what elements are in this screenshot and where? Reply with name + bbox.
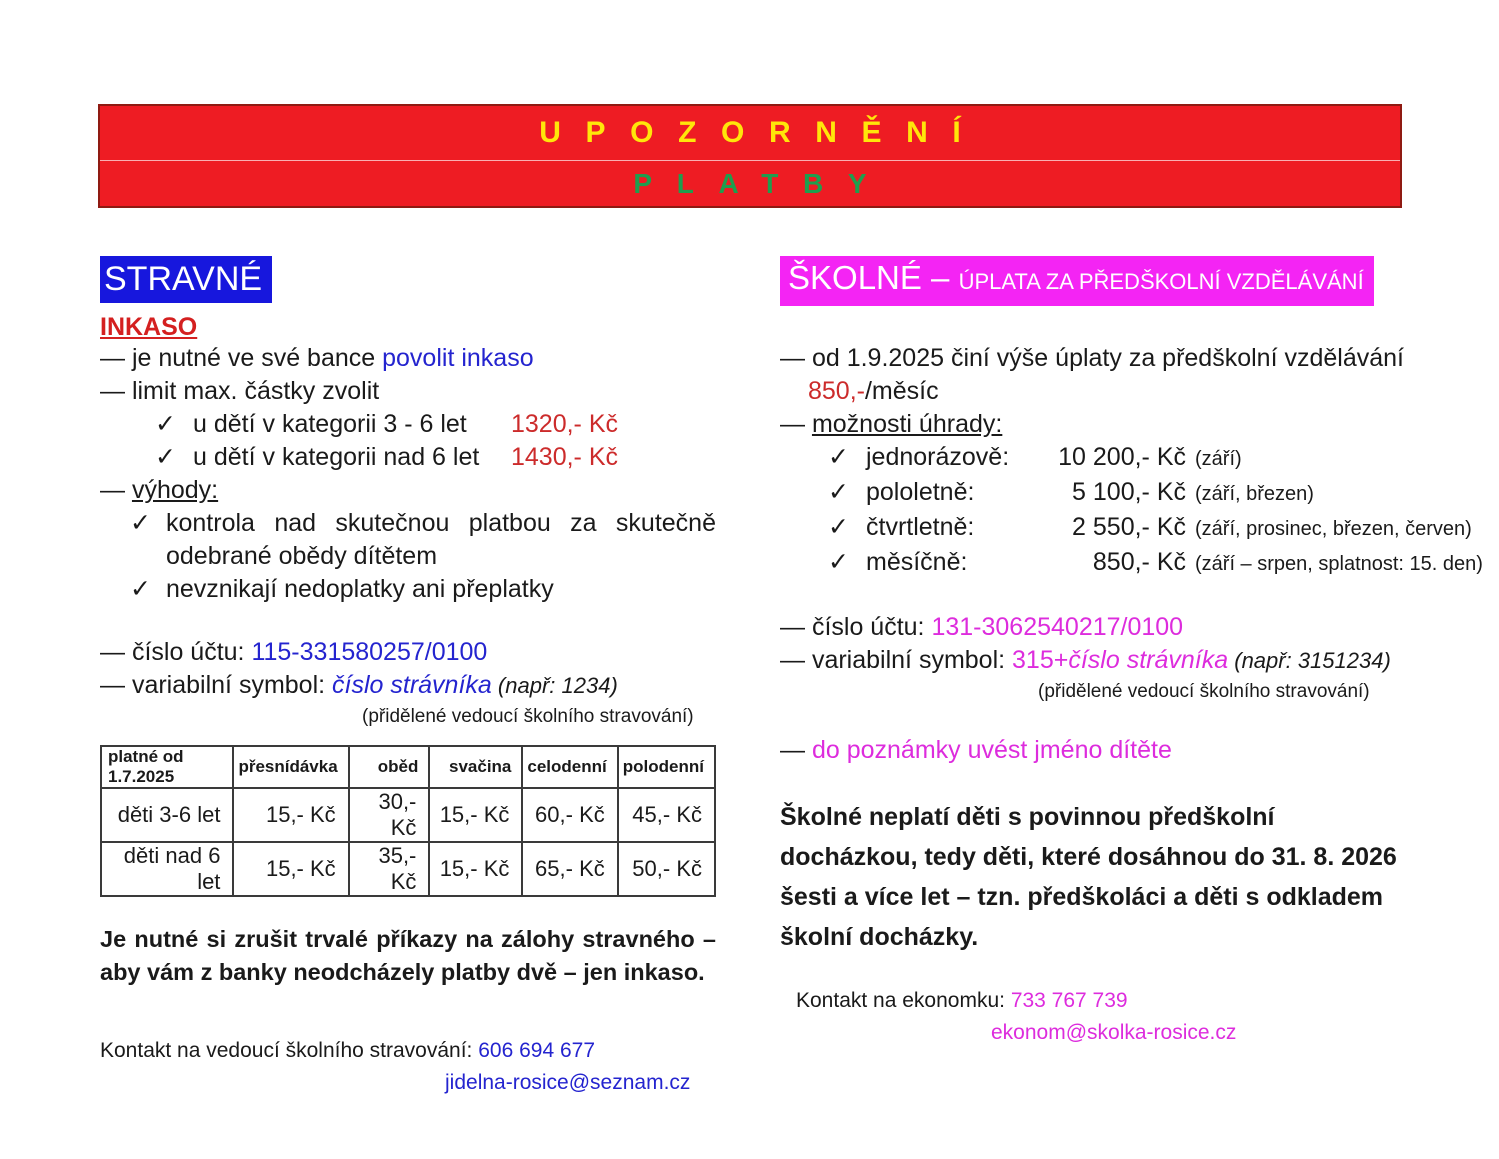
check-icon: ✓ <box>155 443 176 471</box>
skolne-contact-label: Kontakt na ekonomku: <box>796 989 1011 1012</box>
stravne-contact-line <box>100 1035 716 1067</box>
skolne-vs-line <box>780 644 1406 677</box>
account-label: — číslo účtu: <box>100 638 252 666</box>
skolne-vs-value: číslo strávníka <box>1068 646 1229 674</box>
table-cell: 35,- Kč <box>349 842 430 896</box>
payment-options-label: možnosti úhrady: <box>811 410 1003 438</box>
notice-banner <box>98 104 1402 208</box>
payment-options-heading <box>780 408 1406 441</box>
table-header-polodenni: polodenní <box>618 746 715 788</box>
stravne-account-line <box>100 636 716 669</box>
option-label: pololetně: <box>866 478 975 506</box>
table-header-presnidavka: přesnídávka <box>233 746 348 788</box>
option-note: (září – srpen, splatnost: 15. den) <box>1195 553 1483 575</box>
check-icon: ✓ <box>130 575 151 603</box>
benefits-heading <box>100 474 716 507</box>
stravne-contact-label: Kontakt na vedoucí školního stravování: <box>100 1039 479 1062</box>
inkaso-subheading: INKASO <box>100 313 198 341</box>
limit-label-3-6: u dětí v kategorii 3 - 6 let <box>193 410 467 438</box>
payment-note-text: do poznámky uvést jméno dítěte <box>811 736 1172 764</box>
stravne-contact <box>100 1035 716 1099</box>
table-cell: 65,- Kč <box>522 842 617 896</box>
option-amount: 5 100,- Kč <box>1072 478 1186 506</box>
limit-price-nad-6: 1430,- Kč <box>511 443 619 471</box>
option-note: (září, prosinec, březen, červen) <box>1195 518 1472 540</box>
table-row <box>101 788 715 842</box>
table-cell: 45,- Kč <box>618 788 715 842</box>
benefits-label: výhody: <box>131 476 219 504</box>
inkaso-line-1 <box>100 342 716 375</box>
stravne-heading: STRAVNÉ <box>100 256 272 303</box>
skolne-account-number: 131-3062540217/0100 <box>931 613 1184 641</box>
benefit-text-2: nevznikají nedoplatky ani přeplatky <box>166 575 554 603</box>
limit-price-3-6: 1320,- Kč <box>511 410 619 438</box>
option-note: (září, březen) <box>1195 483 1314 505</box>
check-icon: ✓ <box>828 443 849 471</box>
option-ctvrtletne <box>780 511 1472 546</box>
stravne-vs-example: (např: 1234) <box>491 673 618 698</box>
table-header-valid-from: platné od 1.7.2025 <box>101 746 233 788</box>
skolne-heading-main: ŠKOLNÉ <box>788 259 922 296</box>
skolne-amount-rest: /měsíc <box>864 377 939 405</box>
table-cell: 60,- Kč <box>522 788 617 842</box>
check-icon: ✓ <box>828 548 849 576</box>
option-label: čtvrtletně: <box>866 513 975 541</box>
skolne-contact <box>780 985 1406 1049</box>
option-amount: 2 550,- Kč <box>1072 513 1186 541</box>
payment-options-dash: — <box>780 410 812 438</box>
skolne-vs-note: (přidělené vedoucí školního stravování) <box>1038 681 1370 702</box>
inkaso-line-1-text: — je nutné ve své bance <box>100 344 383 372</box>
skolne-amount: 850,- <box>808 377 865 405</box>
skolne-heading-sub: ÚPLATA ZA PŘEDŠKOLNÍ VZDĚLÁVÁNÍ <box>958 269 1364 294</box>
limit-label-nad-6: u dětí v kategorii nad 6 let <box>193 443 480 471</box>
option-note: (září) <box>1195 448 1242 470</box>
inkaso-line-2: — limit max. částky zvolit <box>100 377 380 405</box>
cancel-standing-order-warning: Je nutné si zrušit trvalé příkazy na zálohy stravného – aby vám z banky neodcházely platby dvě – jen inkaso. <box>100 926 716 985</box>
table-cell: 15,- Kč <box>429 788 522 842</box>
table-cell: 15,- Kč <box>233 842 348 896</box>
meal-price-table <box>100 745 716 897</box>
table-header-obed: oběd <box>349 746 430 788</box>
payment-note-dash: — <box>780 736 812 764</box>
skolne-line-1: — od 1.9.2025 činí výše úplaty za předškolní vzdělávání <box>780 344 1404 372</box>
check-icon: ✓ <box>155 410 176 438</box>
stravne-contact-phone: 606 694 677 <box>478 1039 596 1062</box>
option-label: jednorázově: <box>866 443 1010 471</box>
skolne-account-line <box>780 611 1406 644</box>
check-icon: ✓ <box>828 478 849 506</box>
skolne-vs-example: (např: 3151234) <box>1228 648 1391 673</box>
skolne-contact-email[interactable]: ekonom@skolka-rosice.cz <box>991 1021 1237 1044</box>
table-header-celodenni: celodenní <box>522 746 617 788</box>
benefits-dash: — <box>100 476 132 504</box>
table-cell: děti 3-6 let <box>101 788 233 842</box>
stravne-contact-email[interactable]: jidelna-rosice@seznam.cz <box>445 1071 691 1094</box>
povolit-inkaso-emphasis: povolit inkaso <box>382 344 534 372</box>
table-cell: 15,- Kč <box>233 788 348 842</box>
table-row <box>101 842 715 896</box>
vs-label: — variabilní symbol: <box>100 671 333 699</box>
vs-label: — variabilní symbol: <box>780 646 1013 674</box>
check-icon: ✓ <box>130 509 151 537</box>
option-pololetne <box>780 476 1406 511</box>
check-icon: ✓ <box>828 513 849 541</box>
table-header-row <box>101 746 715 788</box>
table-cell: 30,- Kč <box>349 788 430 842</box>
table-header-svacina: svačina <box>429 746 522 788</box>
benefit-text-1: kontrola nad skutečnou platbou za skutečně odebrané obědy dítětem <box>166 509 716 570</box>
table-cell: 50,- Kč <box>618 842 715 896</box>
payment-note-line <box>780 734 1406 767</box>
limit-item-nad-6 <box>100 441 716 474</box>
skolne-heading-sep: – <box>921 259 959 296</box>
skolne-line-2 <box>780 375 1406 408</box>
stravne-vs-value: číslo strávníka <box>332 671 492 699</box>
skolne-section <box>780 256 1483 1049</box>
banner-title: UPOZORNĚNÍ <box>100 106 1400 161</box>
skolne-contact-phone: 733 767 739 <box>1010 989 1128 1012</box>
skolne-contact-line <box>796 985 1406 1017</box>
limit-item-3-6 <box>100 408 716 441</box>
option-mesicne <box>780 546 1483 581</box>
stravne-vs-line <box>100 669 716 702</box>
option-label: měsíčně: <box>866 548 968 576</box>
stravne-vs-note: (přidělené vedoucí školního stravování) <box>362 706 694 727</box>
stravne-section <box>100 256 716 1099</box>
skolne-heading <box>780 256 1374 306</box>
account-label: — číslo účtu: <box>780 613 932 641</box>
skolne-exemption-paragraph: Školné neplatí děti s povinnou předškolní docházkou, tedy děti, které dosáhnou do 31. 8. 2026 šesti a více let – tzn. předškoláci a děti s odkladem školní docházky. <box>780 803 1397 951</box>
option-amount: 850,- Kč <box>1092 548 1186 576</box>
skolne-vs-prefix-number: 315+ <box>1012 646 1069 674</box>
table-cell: děti nad 6 let <box>101 842 233 896</box>
benefit-item-1 <box>100 507 716 573</box>
stravne-account-number: 115-331580257/0100 <box>251 638 488 666</box>
banner-subtitle: PLATBY <box>633 167 892 199</box>
table-cell: 15,- Kč <box>429 842 522 896</box>
option-amount: 10 200,- Kč <box>1058 443 1186 471</box>
option-jednorazove <box>780 441 1406 476</box>
benefit-item-2 <box>100 573 716 606</box>
